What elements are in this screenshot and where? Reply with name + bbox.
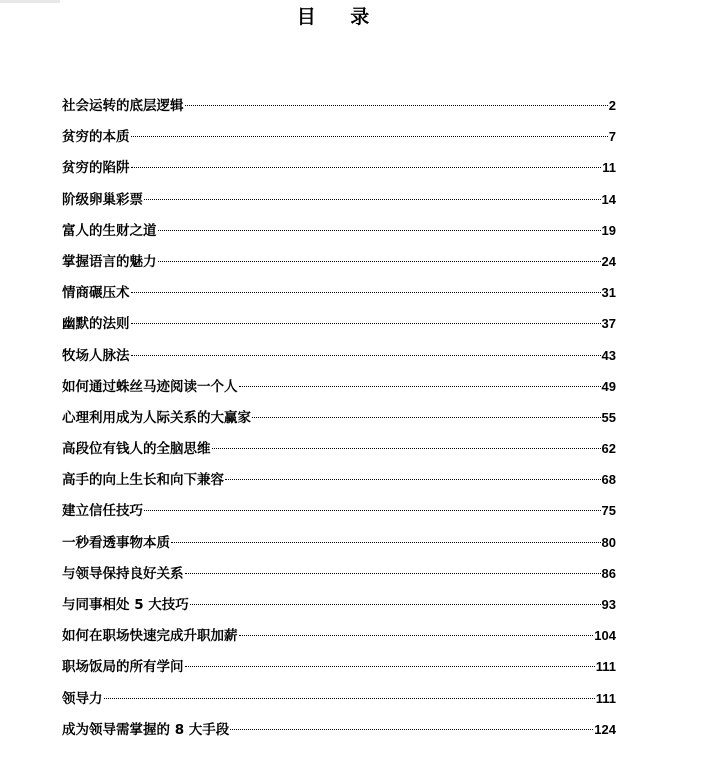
toc-dot-leader [225, 479, 601, 480]
toc-entry[interactable] [62, 685, 616, 716]
toc-entry-page-number: 55 [601, 409, 616, 425]
toc-entry-page-number: 49 [601, 378, 616, 394]
toc-entry-title: 领导力 [62, 690, 103, 707]
toc-entry[interactable] [62, 92, 616, 123]
toc-dot-leader [131, 136, 608, 137]
toc-entry-title: 高手的向上生长和向下兼容 [62, 472, 224, 489]
toc-entry[interactable] [62, 466, 616, 497]
toc-entry-page-number: 7 [608, 129, 616, 145]
toc-dot-leader [104, 698, 595, 699]
toc-dot-leader [131, 167, 602, 168]
toc-entry-title: 情商碾压术 [62, 285, 130, 302]
toc-dot-leader [158, 261, 601, 262]
toc-entry-page-number: 2 [608, 98, 616, 113]
toc-dot-leader [185, 105, 608, 106]
toc-entry-title: 职场饭局的所有学问 [62, 659, 184, 676]
toc-entry-title: 心理利用成为人际关系的大赢家 [62, 409, 251, 426]
toc-entry[interactable] [62, 716, 616, 747]
toc-dot-leader [252, 417, 601, 418]
toc-entry[interactable] [62, 310, 616, 341]
toc-dot-leader [239, 635, 594, 636]
toc-dot-leader [239, 386, 601, 387]
toc-entry-page-number: 75 [601, 503, 616, 519]
toc-entry-page-number: 80 [601, 534, 616, 550]
toc-entry-page-number: 93 [601, 597, 616, 612]
toc-entry[interactable] [62, 529, 616, 560]
toc-entry[interactable] [62, 154, 616, 185]
toc-entry-page-number: 24 [601, 253, 616, 269]
toc-dot-leader [131, 355, 601, 356]
toc-entry-page-number: 14 [601, 191, 616, 207]
toc-entry-page-number: 111 [595, 690, 616, 706]
toc-entry-title: 成为领导需掌握的 8 大手段 [62, 721, 230, 738]
toc-entry[interactable] [62, 622, 616, 653]
toc-dot-leader [185, 573, 601, 574]
toc-entry[interactable] [62, 123, 616, 154]
toc-entry-title: 掌握语言的魅力 [62, 253, 157, 270]
toc-entry[interactable] [62, 497, 616, 528]
toc-list [62, 92, 616, 747]
toc-entry-page-number: 31 [601, 285, 616, 301]
toc-entry-title: 贫穷的陷阱 [62, 160, 130, 177]
toc-entry-title: 与领导保持良好关系 [62, 565, 184, 582]
toc-entry-title: 与同事相处 5 大技巧 [62, 597, 189, 613]
toc-entry[interactable] [62, 217, 616, 248]
toc-entry-page-number: 43 [601, 347, 616, 363]
toc-entry-title: 贫穷的本质 [62, 129, 130, 146]
toc-entry[interactable] [62, 186, 616, 217]
toc-entry-page-number: 111 [595, 659, 616, 675]
toc-entry-page-number: 104 [594, 628, 616, 644]
toc-dot-leader [230, 729, 593, 730]
toc-entry-title: 如何通过蛛丝马迹阅读一个人 [62, 378, 238, 395]
toc-entry-page-number: 86 [601, 565, 616, 581]
toc-dot-leader [144, 199, 601, 200]
toc-entry-title: 高段位有钱人的全脑思维 [62, 441, 211, 458]
toc-entry-title: 社会运转的底层逻辑 [62, 98, 184, 114]
toc-entry-title: 一秒看透事物本质 [62, 534, 170, 551]
toc-entry-page-number: 37 [601, 316, 616, 332]
toc-entry-page-number: 62 [601, 441, 616, 457]
toc-entry[interactable] [62, 435, 616, 466]
toc-dot-leader [171, 542, 601, 543]
toc-entry[interactable] [62, 342, 616, 373]
toc-entry[interactable] [62, 404, 616, 435]
toc-entry[interactable] [62, 591, 616, 622]
toc-dot-leader [158, 230, 601, 231]
toc-entry-page-number: 68 [601, 472, 616, 488]
toc-entry-title: 阶级卵巢彩票 [62, 191, 143, 208]
toc-entry-title: 牧场人脉法 [62, 347, 130, 364]
toc-entry[interactable] [62, 560, 616, 591]
toc-entry-title: 如何在职场快速完成升职加薪 [62, 628, 238, 645]
toc-entry-title: 幽默的法则 [62, 316, 130, 333]
toc-entry[interactable] [62, 653, 616, 684]
toc-entry[interactable] [62, 279, 616, 310]
toc-dot-leader [144, 510, 601, 511]
toc-dot-leader [190, 604, 601, 605]
toc-entry-page-number: 19 [601, 222, 616, 238]
toc-dot-leader [131, 292, 601, 293]
toc-entry-page-number: 124 [594, 721, 616, 737]
toc-dot-leader [131, 323, 601, 324]
toc-entry-title: 富人的生财之道 [62, 222, 157, 239]
toc-entry[interactable] [62, 248, 616, 279]
toc-entry-page-number: 11 [602, 160, 616, 176]
page-corner-mark [0, 0, 60, 3]
toc-dot-leader [185, 666, 595, 667]
toc-dot-leader [212, 448, 601, 449]
toc-entry-title: 建立信任技巧 [62, 503, 143, 520]
toc-entry[interactable] [62, 373, 616, 404]
toc-heading: 目 录 [296, 6, 384, 28]
